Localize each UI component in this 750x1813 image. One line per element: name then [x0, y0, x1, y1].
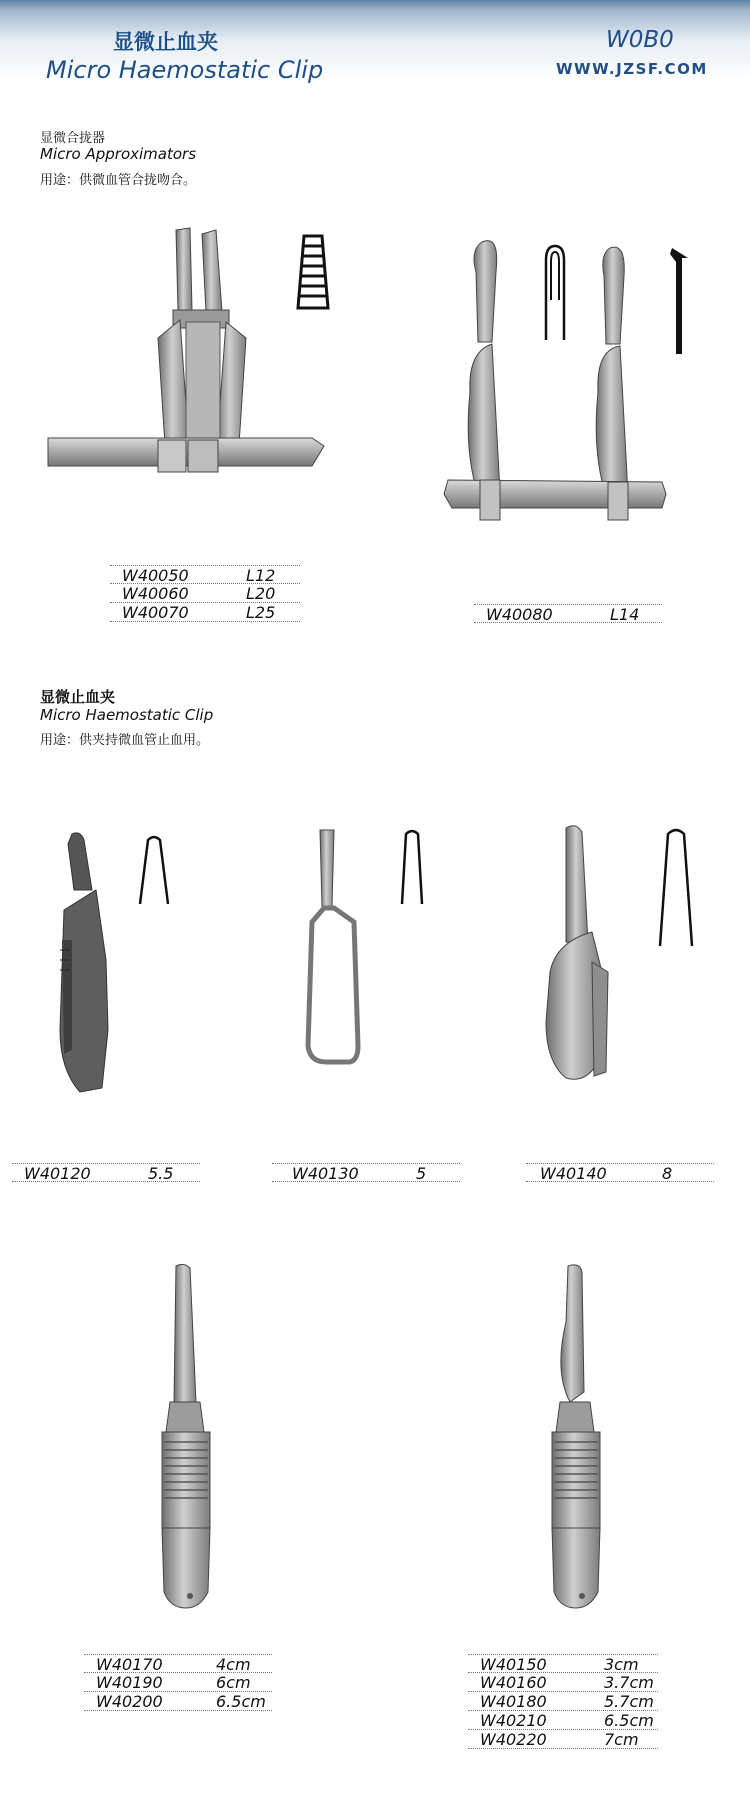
- table-row: [468, 1654, 658, 1673]
- table-row: [474, 604, 662, 623]
- product-size: 4cm: [216, 1655, 251, 1674]
- section1-usage: 用途：供微血管合拢吻合。: [40, 173, 197, 188]
- section2-title-cn: 显微止血夹: [40, 688, 116, 706]
- product-code: W40190: [96, 1673, 163, 1692]
- product-size: 6.5cm: [216, 1692, 266, 1711]
- spec-table-bulldog-straight: [84, 1654, 272, 1711]
- table-row: [468, 1673, 658, 1692]
- table-row: [110, 565, 300, 584]
- product-code: W40140: [540, 1164, 607, 1183]
- spec-table-clip-loop: [272, 1163, 460, 1182]
- product-code: W40060: [122, 584, 189, 603]
- haemostatic-clip-wide-image: [536, 822, 626, 1092]
- bulldog-clip-curved-image: [540, 1262, 620, 1612]
- table-row: [110, 584, 300, 603]
- product-size: L20: [246, 584, 276, 603]
- product-code: W40070: [122, 603, 189, 622]
- table-row: [84, 1673, 272, 1692]
- section2-usage: 用途：供夹持微血管止血用。: [40, 733, 210, 748]
- haemostatic-clip-loop-image: [300, 826, 370, 1066]
- product-size: L12: [246, 566, 276, 585]
- table-row: [12, 1163, 200, 1182]
- product-code: W40160: [480, 1673, 547, 1692]
- table-row: [110, 603, 300, 622]
- product-size: 7cm: [604, 1730, 639, 1749]
- spec-table-clip-wide: [526, 1163, 714, 1182]
- table-row: [526, 1163, 714, 1182]
- product-code: W40130: [292, 1164, 359, 1183]
- spec-table-clip-dark: [12, 1163, 200, 1182]
- product-code: W40120: [24, 1164, 91, 1183]
- table-row: [272, 1163, 460, 1182]
- product-size: 6.5cm: [604, 1711, 654, 1730]
- table-row: [468, 1711, 658, 1730]
- wire-fork-icon: [540, 240, 570, 350]
- wire-u-clip-icon: [398, 828, 426, 908]
- header-title-cn: 显微止血夹: [113, 30, 218, 54]
- section1-title-en: Micro Approximators: [40, 145, 197, 163]
- wire-u-clip-icon: [136, 832, 172, 908]
- catalog-code: W0B0: [606, 27, 674, 53]
- header-title-en: Micro Haemostatic Clip: [46, 56, 324, 84]
- product-size: 5: [416, 1164, 427, 1183]
- spring-clip-icon: [296, 232, 330, 312]
- product-size: L25: [246, 603, 276, 622]
- product-code: W40050: [122, 566, 189, 585]
- product-code: W40180: [480, 1692, 547, 1711]
- product-size: 6cm: [216, 1673, 251, 1692]
- hook-bar-icon: [668, 244, 692, 358]
- product-size: 5.7cm: [604, 1692, 654, 1711]
- table-row: [468, 1692, 658, 1711]
- product-code: W40220: [480, 1730, 547, 1749]
- wire-u-clip-icon: [656, 826, 696, 950]
- spec-table-approximators-left: [110, 565, 300, 622]
- product-size: 3cm: [604, 1655, 639, 1674]
- section2-title-en: Micro Haemostatic Clip: [40, 706, 214, 724]
- website-link[interactable]: WWW.JZSF.COM: [556, 60, 708, 78]
- product-code: W40200: [96, 1692, 163, 1711]
- product-size: L14: [610, 605, 640, 624]
- product-code: W40080: [486, 605, 553, 624]
- haemostatic-clip-dark-image: [50, 830, 120, 1100]
- product-size: 3.7cm: [604, 1673, 654, 1692]
- product-code: W40170: [96, 1655, 163, 1674]
- table-row: [468, 1730, 658, 1749]
- spec-table-approximators-right: [474, 604, 662, 623]
- table-row: [84, 1692, 272, 1711]
- product-size: 5.5: [148, 1164, 174, 1183]
- spec-table-bulldog-curved: [468, 1654, 658, 1749]
- product-code: W40150: [480, 1655, 547, 1674]
- product-size: 8: [662, 1164, 673, 1183]
- bulldog-clip-straight-image: [150, 1262, 224, 1612]
- section1-title-cn: 显微合拢器: [40, 131, 106, 146]
- table-row: [84, 1654, 272, 1673]
- product-code: W40210: [480, 1711, 547, 1730]
